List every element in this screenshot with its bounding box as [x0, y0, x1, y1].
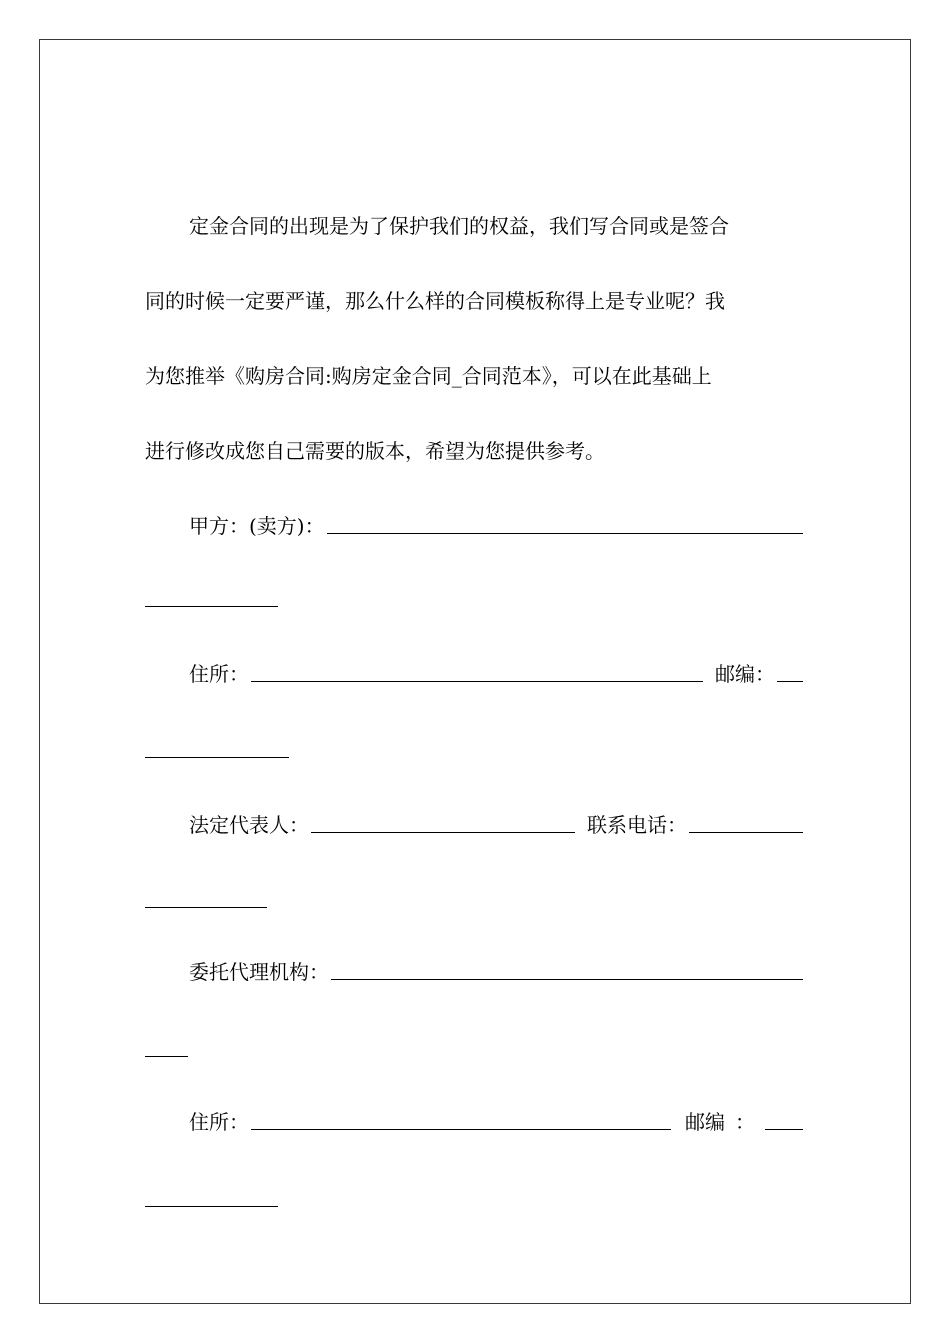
intro-line-1: 定金合同的出现是为了保护我们的权益，我们写合同或是签合	[189, 214, 729, 238]
seller-label: 甲方：(卖方)：	[189, 514, 325, 538]
postcode-blank[interactable]	[777, 663, 803, 682]
postcode-blank-continued[interactable]	[145, 757, 289, 758]
postcode2-blank[interactable]	[765, 1111, 803, 1130]
phone-label: 联系电话：	[587, 813, 687, 837]
address2-row	[189, 1108, 805, 1136]
agent-label: 委托代理机构：	[189, 960, 329, 984]
address2-blank[interactable]	[251, 1111, 671, 1130]
seller-blank-continued[interactable]	[145, 606, 278, 607]
agent-blank-continued[interactable]	[145, 1056, 188, 1057]
intro-line-4: 进行修改成您自己需要的版本，希望为您提供参考。	[145, 439, 605, 463]
address-label: 住所：	[189, 662, 249, 686]
address-row	[189, 660, 805, 688]
seller-row	[189, 512, 805, 540]
seller-blank[interactable]	[327, 515, 803, 534]
legal-rep-row	[189, 811, 805, 839]
intro-line-3: 为您推举《购房合同:购房定金合同_合同范本》，可以在此基础上	[145, 364, 712, 388]
agent-row	[189, 958, 805, 986]
phone-blank-continued[interactable]	[145, 907, 267, 908]
phone-blank[interactable]	[689, 814, 803, 833]
intro-line-2: 同的时候一定要严谨，那么什么样的合同模板称得上是专业呢？我	[145, 289, 725, 313]
agent-blank[interactable]	[331, 961, 803, 980]
postcode2-label: 邮编	[685, 1110, 725, 1134]
address-blank[interactable]	[251, 663, 703, 682]
legal-rep-blank[interactable]	[311, 814, 575, 833]
postcode2-blank-continued[interactable]	[145, 1206, 278, 1207]
postcode2-colon: ：	[735, 1110, 755, 1134]
address2-label: 住所：	[189, 1110, 249, 1134]
legal-rep-label: 法定代表人：	[189, 813, 309, 837]
postcode-label: 邮编：	[715, 662, 775, 686]
